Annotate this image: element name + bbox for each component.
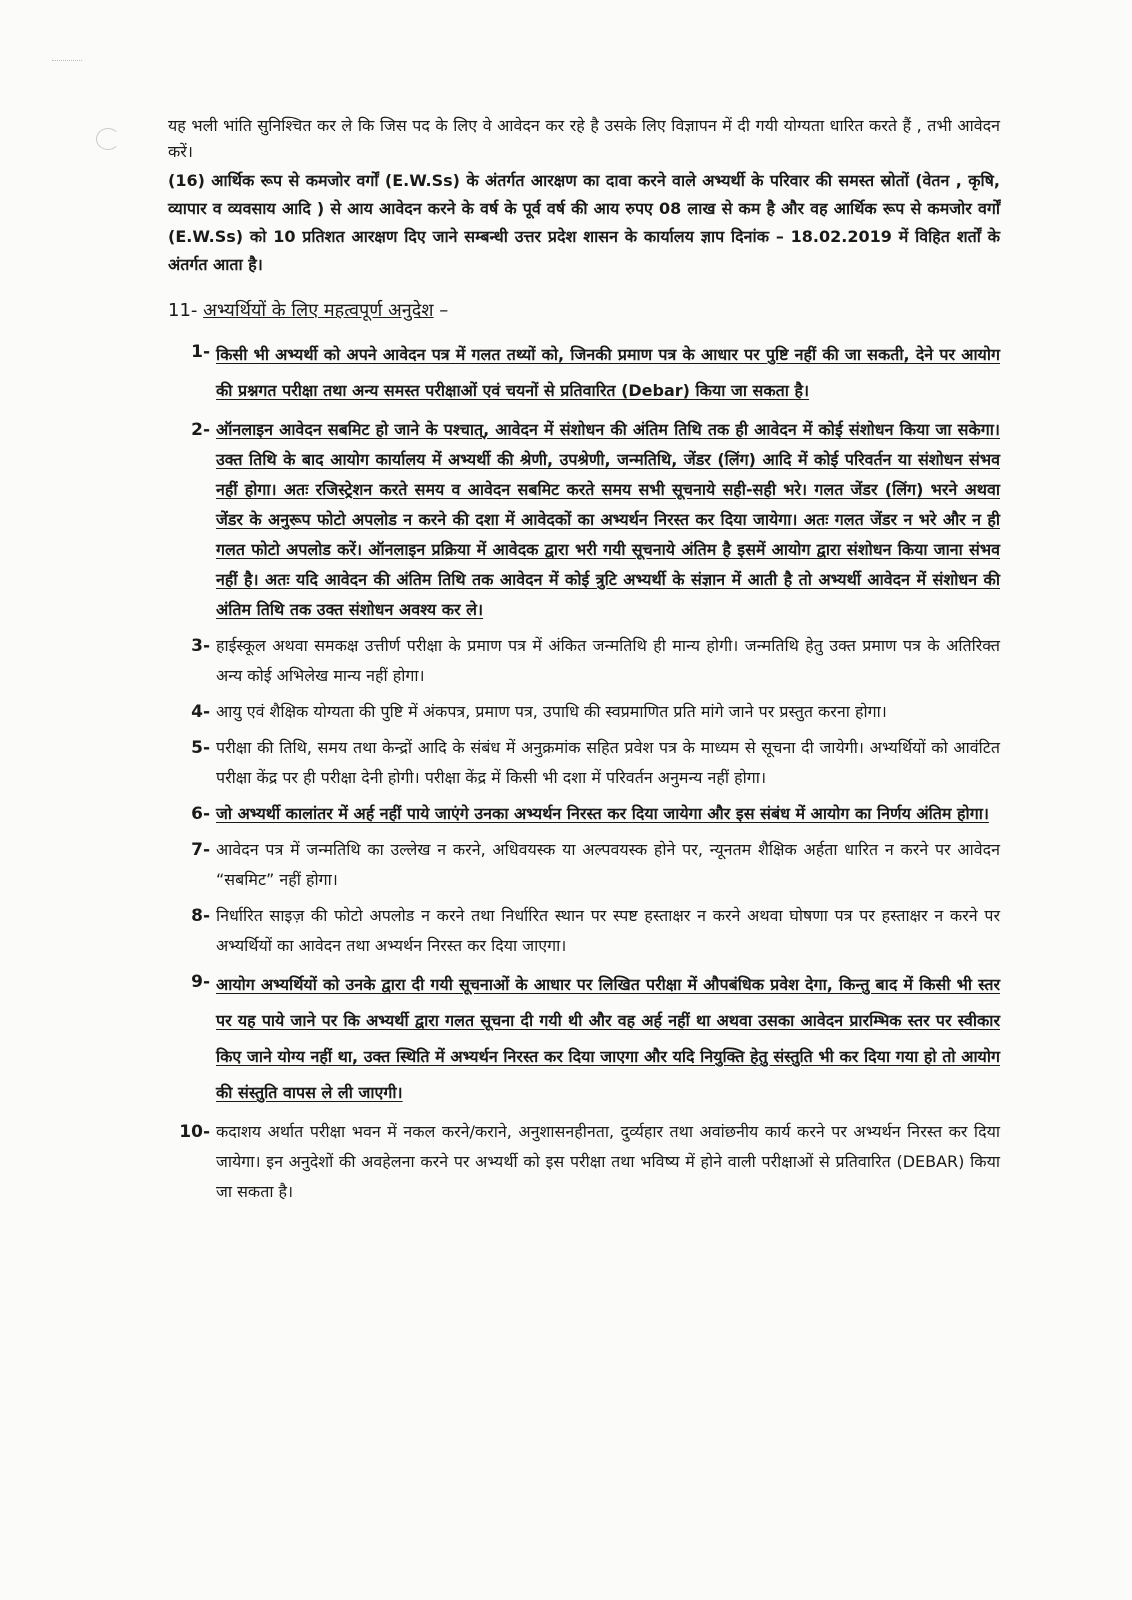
item-number: 9-: [191, 972, 210, 992]
item-number: 7-: [191, 840, 210, 860]
instruction-item-5: [168, 733, 1000, 793]
item-text: आयोग अभ्यर्थियों को उनके द्वारा दी गयी सूचनाओं के आधार पर लिखित परीक्षा में औपबंधिक प्रवेश देगा, किन्तु बाद में किसी भी स्तर पर यह पाये जाने पर कि अभ्यर्थी द्वारा गलत सूचना दी गयी थी और वह अर्ह नहीं था अथवा उसका आवेदन प्रारम्भिक स्तर पर स्वीकार किए जाने योग्य नहीं था, उक्त स्थिति में अभ्यर्थन निरस्त कर दिया जाएगा और यदि नियुक्ति हेतु संस्तुति भी कर दिया गया हो तो आयोग की संस्तुति वापस ले ली जाएगी।: [216, 975, 1000, 1102]
instruction-item-8: [168, 901, 1000, 961]
item-text: हाईस्कूल अथवा समकक्ष उत्तीर्ण परीक्षा के प्रमाण पत्र में अंकित जन्मतिथि ही मान्य होगी। जन्मतिथि हेतु उक्त प्रमाण पत्र के अतिरिक्त अन्य कोई अभिलेख मान्य नहीं होगा।: [216, 636, 1000, 685]
instruction-item-9: [168, 967, 1000, 1111]
section-number: 11-: [168, 300, 198, 321]
item-text: कदाशय अर्थात परीक्षा भवन में नकल करने/कराने, अनुशासनहीनता, दुर्व्यहार तथा अवांछनीय कार्य करने पर अभ्यर्थन निरस्त कर दिया जायेगा। इन अनुदेशों की अवहेलना करने पर अभ्यर्थी को इस परीक्षा तथा भविष्य में होने वाली परीक्षाओं से प्रतिवारित (DEBAR) किया जा सकता है।: [216, 1122, 1000, 1201]
instruction-item-4: [168, 697, 1000, 727]
item-text: निर्धारित साइज़ की फोटो अपलोड न करने तथा निर्धारित स्थान पर स्पष्ट हस्ताक्षर न करने अथवा घोषणा पत्र पर हस्ताक्षर न करने पर अभ्यर्थियों का आवेदन तथा अभ्यर्थन निरस्त कर दिया जाएगा।: [216, 906, 1000, 955]
item-number: 10-: [179, 1122, 210, 1142]
scan-artifact: [52, 60, 82, 63]
ews-clause-paragraph: (16) आर्थिक रूप से कमजोर वर्गों (E.W.Ss) के अंतर्गत आरक्षण का दावा करने वाले अभ्यर्थी के परिवार की समस्त स्रोतों (वेतन , कृषि, व्यापार व व्यवसाय आदि ) से आय आवेदन करने के वर्ष के पूर्व वर्ष की आय रुपए 08 लाख से कम है और वह आर्थिक रूप से कमजोर वर्गों (E.W.Ss) को 10 प्रतिशत आरक्षण दिए जाने सम्बन्धी उत्तर प्रदेश शासन के कार्यालय ज्ञाप दिनांक – 18.02.2019 में विहित शर्तों के अंतर्गत आता है।: [168, 171, 1000, 274]
section-heading: [168, 297, 1000, 325]
intro-paragraph: यह भली भांति सुनिश्चित कर ले कि जिस पद के लिए वे आवेदन कर रहे है उसके लिए विज्ञापन में दी गयी योग्यता धारित करते हैं , तभी आवेदन करें।: [168, 116, 1000, 161]
item-text: किसी भी अभ्यर्थी को अपने आवेदन पत्र में गलत तथ्यों को, जिनकी प्रमाण पत्र के आधार पर पुष्टि नहीं की जा सकती, देने पर आयोग की प्रश्नगत परीक्षा तथा अन्य समस्त परीक्षाओं एवं चयनों से प्रतिवारित (Debar) किया जा सकता है।: [216, 345, 1000, 400]
instruction-item-3: [168, 631, 1000, 691]
section-suffix: –: [433, 300, 449, 321]
item-text: ऑनलाइन आवेदन सबमिट हो जाने के पश्चात्, आवेदन में संशोधन की अंतिम तिथि तक ही आवेदन में कोई संशोधन किया जा सकेगा। उक्त तिथि के बाद आयोग कार्यालय में अभ्यर्थी की श्रेणी, उपश्रेणी, जन्मतिथि, जेंडर (लिंग) आदि में कोई परिवर्तन या संशोधन संभव नहीं होगा। अतः रजिस्ट्रेशन करते समय व आवेदन सबमिट करते समय सभी सूचनाये सही-सही भरे। गलत जेंडर (लिंग) भरने अथवा जेंडर के अनुरूप फोटो अपलोड न करने की दशा में आवेदकों का अभ्यर्थन निरस्त कर दिया जायेगा। अतः गलत जेंडर न भरे और न ही गलत फोटो अपलोड करें। ऑनलाइन प्रक्रिया में आवेदक द्वारा भरी गयी सूचनाये अंतिम है इसमें आयोग द्वारा संशोधन किया जाना संभव नहीं है। अतः यदि आवेदन की अंतिम तिथि तक आवेदन में कोई त्रुटि अभ्यर्थी के संज्ञान में आती है तो अभ्यर्थी आवेदन में संशोधन की अंतिम तिथि तक उक्त संशोधन अवश्य कर ले।: [216, 420, 1000, 619]
document-body: [168, 113, 1000, 1213]
item-number: 6-: [191, 804, 210, 824]
item-number: 5-: [191, 738, 210, 758]
item-text: आयु एवं शैक्षिक योग्यता की पुष्टि में अंकपत्र, प्रमाण पत्र, उपाधि की स्वप्रमाणित प्रति मांगे जाने पर प्रस्तुत करना होगा।: [216, 702, 887, 721]
item-text: आवेदन पत्र में जन्मतिथि का उल्लेख न करने, अधिवयस्क या अल्पवयस्क होने पर, न्यूनतम शैक्षिक अर्हता धारित न करने पर आवेदन “सबमिट” नहीं होगा।: [216, 840, 1000, 889]
punch-hole-mark: [96, 128, 120, 150]
item-number: 2-: [191, 420, 210, 440]
instruction-item-1: [168, 337, 1000, 409]
item-text: परीक्षा की तिथि, समय तथा केन्द्रों आदि के संबंध में अनुक्रमांक सहित प्रवेश पत्र के माध्यम से सूचना दी जायेगी। अभ्यर्थियों को आवंटित परीक्षा केंद्र पर ही परीक्षा देनी होगी। परीक्षा केंद्र में किसी भी दशा में परिवर्तन अनुमन्य नहीं होगा।: [216, 738, 1000, 787]
item-number: 4-: [191, 702, 210, 722]
instruction-item-6: [168, 799, 1000, 829]
item-number: 3-: [191, 636, 210, 656]
instruction-item-10: [168, 1117, 1000, 1207]
item-text: जो अभ्यर्थी कालांतर में अर्ह नहीं पाये जाएंगे उनका अभ्यर्थन निरस्त कर दिया जायेगा और इस संबंध में आयोग का निर्णय अंतिम होगा।: [216, 804, 989, 823]
item-number: 1-: [191, 342, 210, 362]
instruction-item-7: [168, 835, 1000, 895]
item-number: 8-: [191, 906, 210, 926]
instruction-item-2: [168, 415, 1000, 625]
section-title: अभ्यर्थियों के लिए महत्वपूर्ण अनुदेश: [203, 300, 434, 321]
